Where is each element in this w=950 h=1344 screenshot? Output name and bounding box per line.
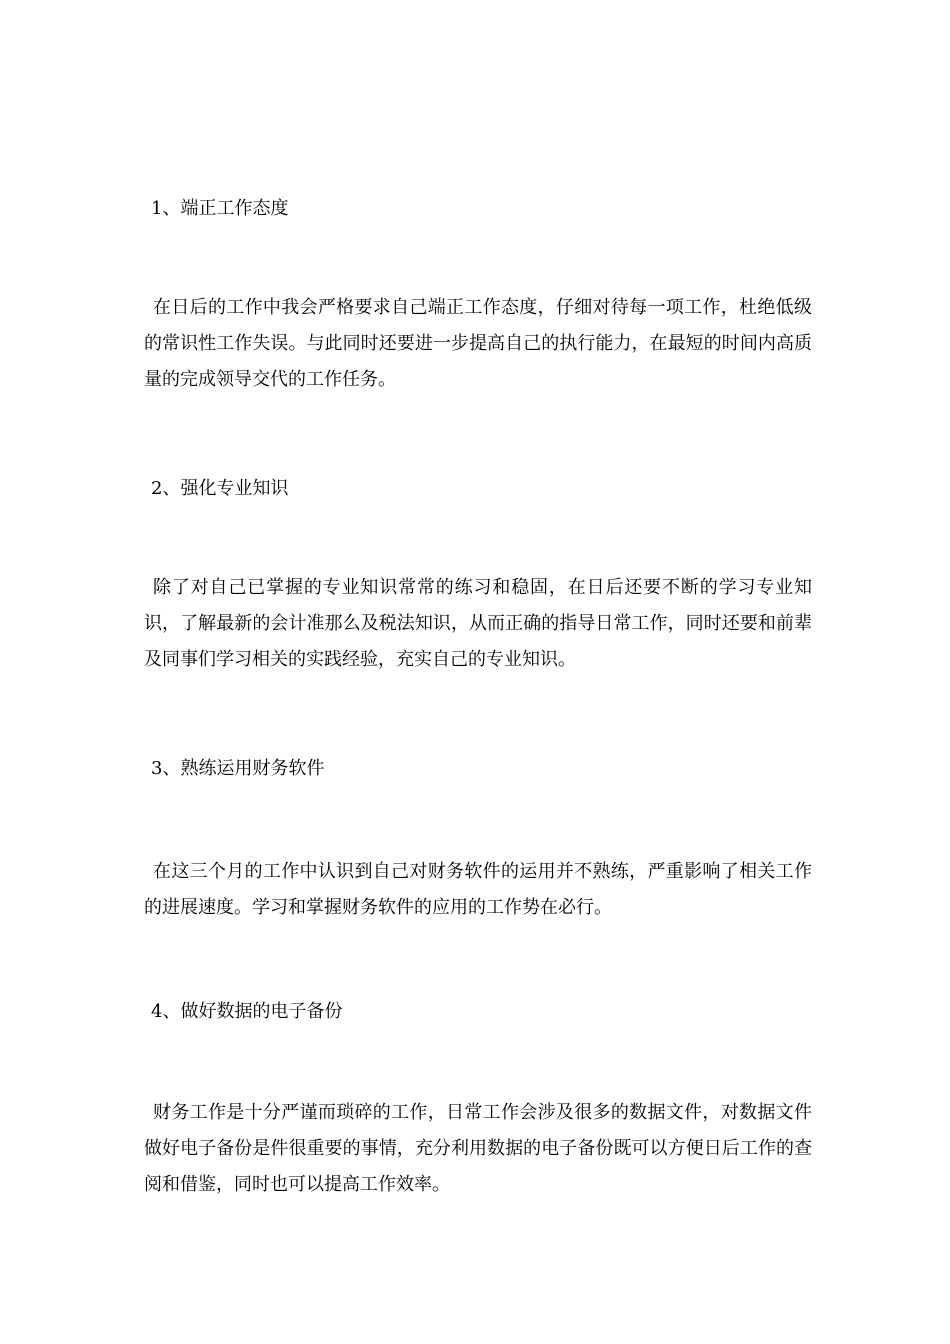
section-body-2: 除了对自己已掌握的专业知识常常的练习和稳固，在日后还要不断的学习专业知识，了解最新的会计准那么及税法知识，从而正确的指导日常工作，同时还要和前辈及同事们学习相关的实践经验，充实自己的专业知识。 — [144, 577, 812, 670]
section-heading-2: 2、强化专业知识 — [151, 478, 289, 499]
section-body-4: 财务工作是十分严谨而琐碎的工作，日常工作会涉及很多的数据文件，对数据文件做好电子备份是件很重要的事情，充分利用数据的电子备份既可以方便日后工作的查阅和借鉴，同时也可以提高工作效率。 — [144, 1102, 812, 1195]
section-body-3: 在这三个月的工作中认识到自己对财务软件的运用并不熟练，严重影响了相关工作的进展速度。学习和掌握财务软件的应用的工作势在必行。 — [144, 861, 812, 918]
section-body-1: 在日后的工作中我会严格要求自己端正工作态度，仔细对待每一项工作，杜绝低级的常识性工作失误。与此同时还要进一步提高自己的执行能力，在最短的时间内高质量的完成领导交代的工作任务。 — [144, 297, 812, 390]
section-heading-4: 4、做好数据的电子备份 — [151, 1001, 343, 1022]
section-heading-3: 3、熟练运用财务软件 — [151, 758, 325, 779]
section-heading-1: 1、端正工作态度 — [151, 198, 289, 219]
